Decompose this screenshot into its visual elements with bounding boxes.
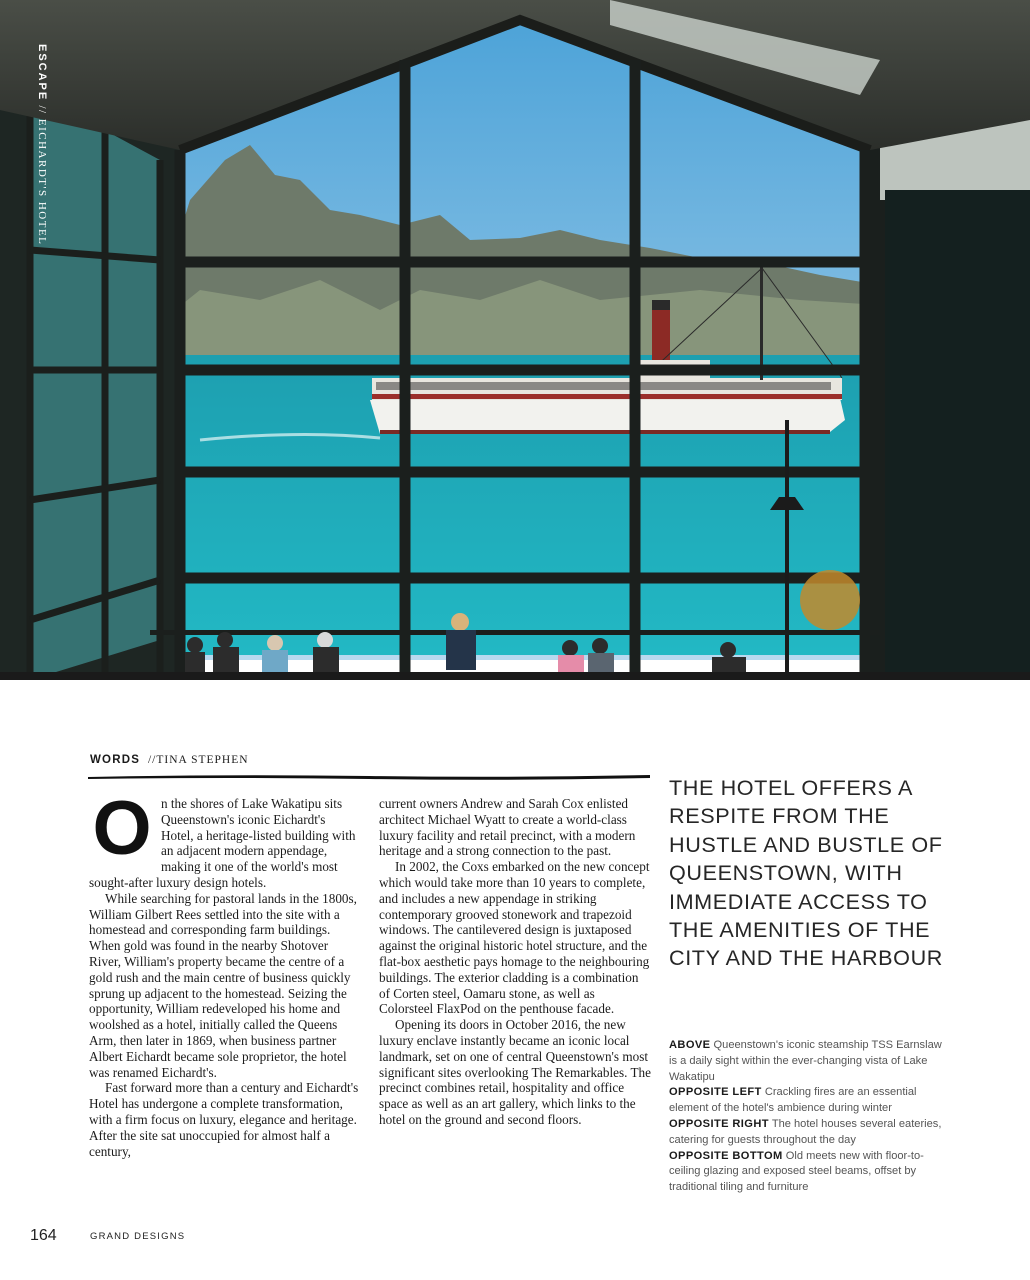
caption-opposite-bottom (669, 1149, 944, 1196)
right-doorway (885, 190, 1030, 680)
left-glass (30, 90, 160, 680)
byline-author: TINA STEPHEN (156, 754, 249, 766)
caption-opposite-right (669, 1117, 944, 1149)
section-subtitle: EICHARDT'S HOTEL (36, 118, 48, 246)
section-name: ESCAPE (36, 44, 48, 102)
magazine-name: GRAND DESIGNS (90, 1231, 186, 1242)
autumn-tree (800, 570, 860, 630)
caption-text: Queenstown's iconic steamship TSS Earnslaw is a daily sight within the ever-changing vista of Lake Wakatipu (669, 1039, 942, 1083)
byline-label: WORDS (90, 754, 141, 766)
railing (150, 630, 880, 635)
pull-quote: THE HOTEL OFFERS A RESPITE FROM THE HUSTLE AND BUSTLE OF QUEENSTOWN, WITH IMMEDIATE ACCESS TO THE AMENITIES OF THE CITY AND THE HARBOUR (669, 775, 943, 971)
article-column-2 (379, 796, 651, 1128)
drop-cap: O (92, 786, 152, 871)
brush-divider (88, 773, 650, 781)
byline-separator: // (147, 754, 157, 766)
caption-label: OPPOSITE LEFT (669, 1086, 762, 1099)
byline (90, 754, 249, 766)
caption-text: Old meets new with floor-to-ceiling glazing and exposed steel beams, offset by traditional tiling and furniture (669, 1149, 924, 1194)
article-paragraph: current owners Andrew and Sarah Cox enlisted architect Michael Wyatt to create a world-class luxury facility and retail precinct, with a modern heritage and a strong connection to the past. (379, 796, 636, 859)
caption-above (669, 1038, 944, 1085)
caption-label: OPPOSITE BOTTOM (669, 1149, 783, 1162)
article-paragraph: Opening its doors in October 2016, the new luxury enclave instantly became an iconic local landmark, set on one of central Queenstown's most significant sites overlooking The Remarkables. The precinct combines retail, hospitality and office space as well as an art gallery, which links to the hotel on the ground and second floors. (379, 1017, 651, 1127)
caption-label: ABOVE (669, 1039, 711, 1051)
article-paragraph: Fast forward more than a century and Eichardt's Hotel has undergone a complete transformation, with a firm focus on luxury, elegance and heritage. After the site sat unoccupied for almost half a century, (89, 1080, 359, 1159)
article-column-1 (89, 786, 361, 1159)
page-number: 164 (30, 1227, 57, 1244)
floor-edge (0, 672, 1030, 680)
section-label (36, 44, 48, 245)
caption-text: Crackling fires are an essential element of the hotel's ambience during winter (669, 1086, 917, 1115)
caption-opposite-left (669, 1085, 944, 1117)
article-paragraph: In 2002, the Coxs embarked on the new concept which would take more than 10 years to complete, and includes a new appendage in striking contemporary grooved stonework and trapezoid windows. The cantilevered design is juxtaposed against the original historic hotel structure, and the flat-box aesthetic pays homage to the neighbouring buildings. The exterior cladding is a combination of Corten steel, Oamaru stone, as well as Colorsteel FlaxPod on the penthouse facade. (379, 859, 650, 1017)
article-paragraph: While searching for pastoral lands in the 1800s, William Gilbert Rees settled into the site with a homestead and corresponding farm buildings. When gold was found in the nearby Shotover River, William's property became the centre of a gold rush and the main centre of business quickly sprung up adjacent to the homestead. Seizing the opportunity, William redeveloped his home and woolshed as a hotel, initially called the Queens Arm, then later in 1869, when business partner Albert Eichardt became sole proprietor, the hotel was renamed Eichardt's. (89, 890, 357, 1080)
caption-text: The hotel houses several eateries, catering for guests throughout the day (669, 1117, 942, 1146)
article-paragraph: n the shores of Lake Wakatipu sits Queenstown's iconic Eichardt's Hotel, a heritage-listed building with an adjacent modern appendage, making it one of the world's most sought-after luxury design hotels. (89, 796, 356, 890)
section-separator: // (36, 105, 48, 115)
photo-captions (669, 1038, 944, 1196)
caption-label: OPPOSITE RIGHT (669, 1117, 769, 1130)
